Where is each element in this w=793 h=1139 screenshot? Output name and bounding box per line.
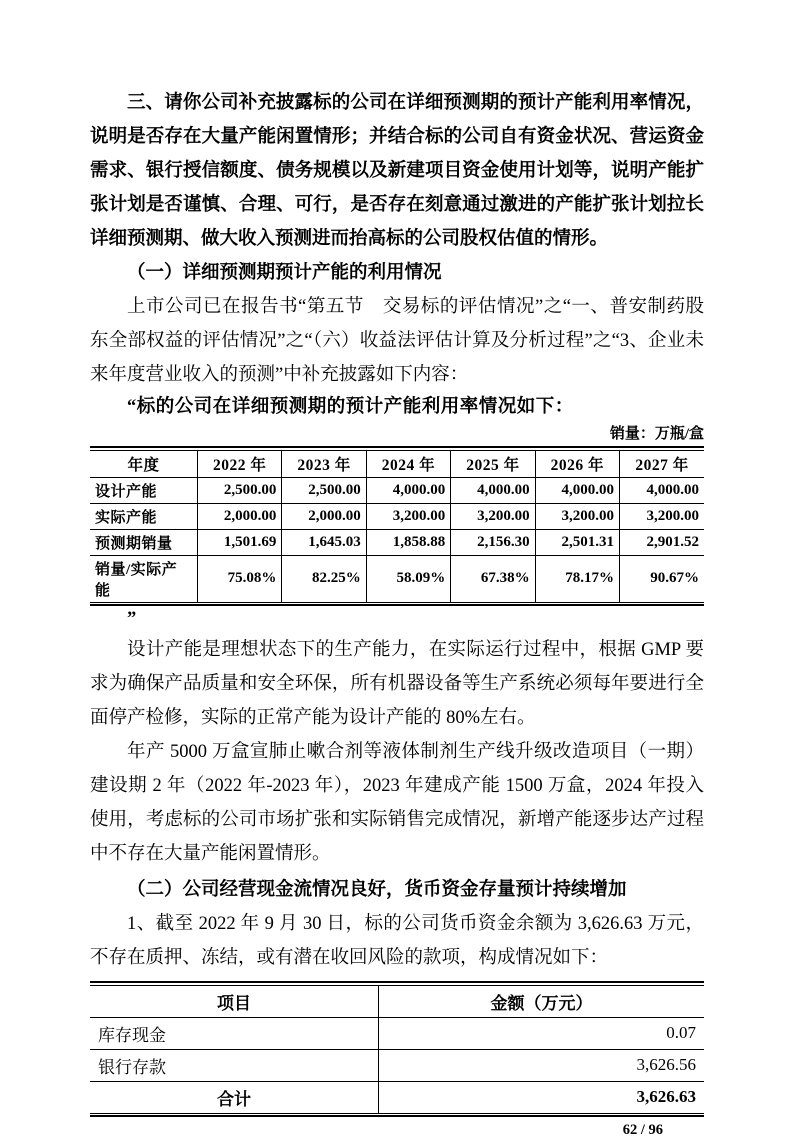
column-header-item: 项目 bbox=[90, 985, 379, 1017]
table-row-bank-deposits bbox=[90, 1049, 704, 1081]
funds-table bbox=[90, 985, 704, 1114]
column-header-2022: 2022 年 bbox=[197, 450, 281, 477]
table-row-cash-on-hand bbox=[90, 1017, 704, 1049]
funds-table-frame bbox=[90, 981, 704, 1117]
table-cell: 3,200.00 bbox=[366, 503, 450, 529]
column-header-2024: 2024 年 bbox=[366, 450, 450, 477]
section-2-heading: （二）公司经营现金流情况良好，货币资金存量预计持续增加 bbox=[127, 880, 627, 900]
row-label: 实际产能 bbox=[90, 503, 197, 529]
table-cell: 58.09% bbox=[366, 555, 450, 602]
total-row-label: 合计 bbox=[90, 1081, 379, 1113]
table-cell: 3,200.00 bbox=[535, 503, 619, 529]
table-cell: 3,626.56 bbox=[379, 1049, 704, 1081]
row-label: 预测期销量 bbox=[90, 529, 197, 555]
question-3-paragraph: 三、请你公司补充披露标的公司在详细预测期的预计产能利用率情况，说明是否存在大量产能闲置情形；并结合标的公司自有资金状况、营运资金需求、银行授信额度、债务规模以及新建项目资金使用计划等，说明产能扩张计划是否谨慎、合理、可行，是否存在刻意通过激进的产能扩张计划拉长详细预测期、做大收入预测进而抬高标的公司股权估值的情形。 bbox=[90, 93, 704, 249]
closing-quote-mark: ” bbox=[127, 609, 137, 629]
table-cell: 0.07 bbox=[379, 1017, 704, 1049]
table-cell: 78.17% bbox=[535, 555, 619, 602]
page-content bbox=[90, 86, 704, 1139]
table-cell: 90.67% bbox=[620, 555, 704, 602]
table-cell: 1,645.03 bbox=[282, 529, 366, 555]
capacity-table-unit-note: 销量：万瓶/盒 bbox=[609, 426, 704, 442]
funds-table-header-row bbox=[90, 985, 704, 1017]
table-cell: 82.25% bbox=[282, 555, 366, 602]
section-2-paragraph-1: 1、截至 2022 年 9 月 30 日，标的公司货币资金余额为 3,626.63 万元，不存在质押、冻结，或有潜在收回风险的款项，构成情况如下： bbox=[90, 914, 704, 968]
table-cell: 67.38% bbox=[451, 555, 535, 602]
capacity-table-frame bbox=[90, 446, 704, 606]
capacity-quote-lead: “标的公司在详细预测期的预计产能利用率情况如下： bbox=[127, 397, 574, 417]
page-number: 62 / 96 bbox=[622, 1122, 663, 1138]
column-header-2027: 2027 年 bbox=[620, 450, 704, 477]
table-cell: 3,200.00 bbox=[620, 503, 704, 529]
total-row-value: 3,626.63 bbox=[379, 1081, 704, 1113]
table-cell: 2,000.00 bbox=[197, 503, 281, 529]
table-cell: 2,156.30 bbox=[451, 529, 535, 555]
table-row-total bbox=[90, 1081, 704, 1113]
column-header-year: 年度 bbox=[90, 450, 197, 477]
table-cell: 1,858.88 bbox=[366, 529, 450, 555]
column-header-2025: 2025 年 bbox=[451, 450, 535, 477]
table-cell: 4,000.00 bbox=[535, 477, 619, 503]
table-cell: 4,000.00 bbox=[366, 477, 450, 503]
table-row-design-capacity bbox=[90, 477, 704, 503]
column-header-amount: 金额（万元） bbox=[379, 985, 704, 1017]
design-capacity-paragraph: 设计产能是理想状态下的生产能力，在实际运行过程中，根据 GMP 要求为确保产品质量和安全环保，所有机器设备等生产系统必须每年要进行全面停产检修，实际的正常产能为设计产能的 80%左右。 bbox=[90, 640, 704, 728]
table-cell: 2,000.00 bbox=[282, 503, 366, 529]
table-cell: 2,500.00 bbox=[282, 477, 366, 503]
table-cell: 2,901.52 bbox=[620, 529, 704, 555]
table-cell: 2,500.00 bbox=[197, 477, 281, 503]
row-label: 销量/实际产能 bbox=[90, 555, 197, 602]
table-cell: 1,501.69 bbox=[197, 529, 281, 555]
table-cell: 4,000.00 bbox=[620, 477, 704, 503]
section-1-intro-paragraph: 上市公司已在报告书“第五节 交易标的评估情况”之“一、普安制药股东全部权益的评估情况”之“（六）收益法评估计算及分析过程”之“3、企业未来年度营业收入的预测”中补充披露如下内容： bbox=[90, 297, 704, 385]
project-construction-paragraph: 年产 5000 万盒宣肺止嗽合剂等液体制剂生产线升级改造项目（一期）建设期 2 年（2022 年-2023 年），2023 年建成产能 1500 万盒，2024 年投入使用，考虑标的公司市场扩张和实际销售完成情况，新增产能逐步达产过程中不存在大量产能闲置情形。 bbox=[90, 742, 704, 864]
row-label: 银行存款 bbox=[90, 1049, 379, 1081]
table-row-forecast-sales bbox=[90, 529, 704, 555]
table-row-utilization-ratio bbox=[90, 555, 704, 602]
row-label: 库存现金 bbox=[90, 1017, 379, 1049]
table-cell: 2,501.31 bbox=[535, 529, 619, 555]
table-cell: 4,000.00 bbox=[451, 477, 535, 503]
table-cell: 75.08% bbox=[197, 555, 281, 602]
column-header-2023: 2023 年 bbox=[282, 450, 366, 477]
capacity-table-header-row bbox=[90, 450, 704, 477]
section-1-heading: （一）详细预测期预计产能的利用情况 bbox=[127, 263, 442, 283]
row-label: 设计产能 bbox=[90, 477, 197, 503]
capacity-table bbox=[90, 450, 704, 603]
table-cell: 3,200.00 bbox=[451, 503, 535, 529]
column-header-2026: 2026 年 bbox=[535, 450, 619, 477]
table-row-actual-capacity bbox=[90, 503, 704, 529]
